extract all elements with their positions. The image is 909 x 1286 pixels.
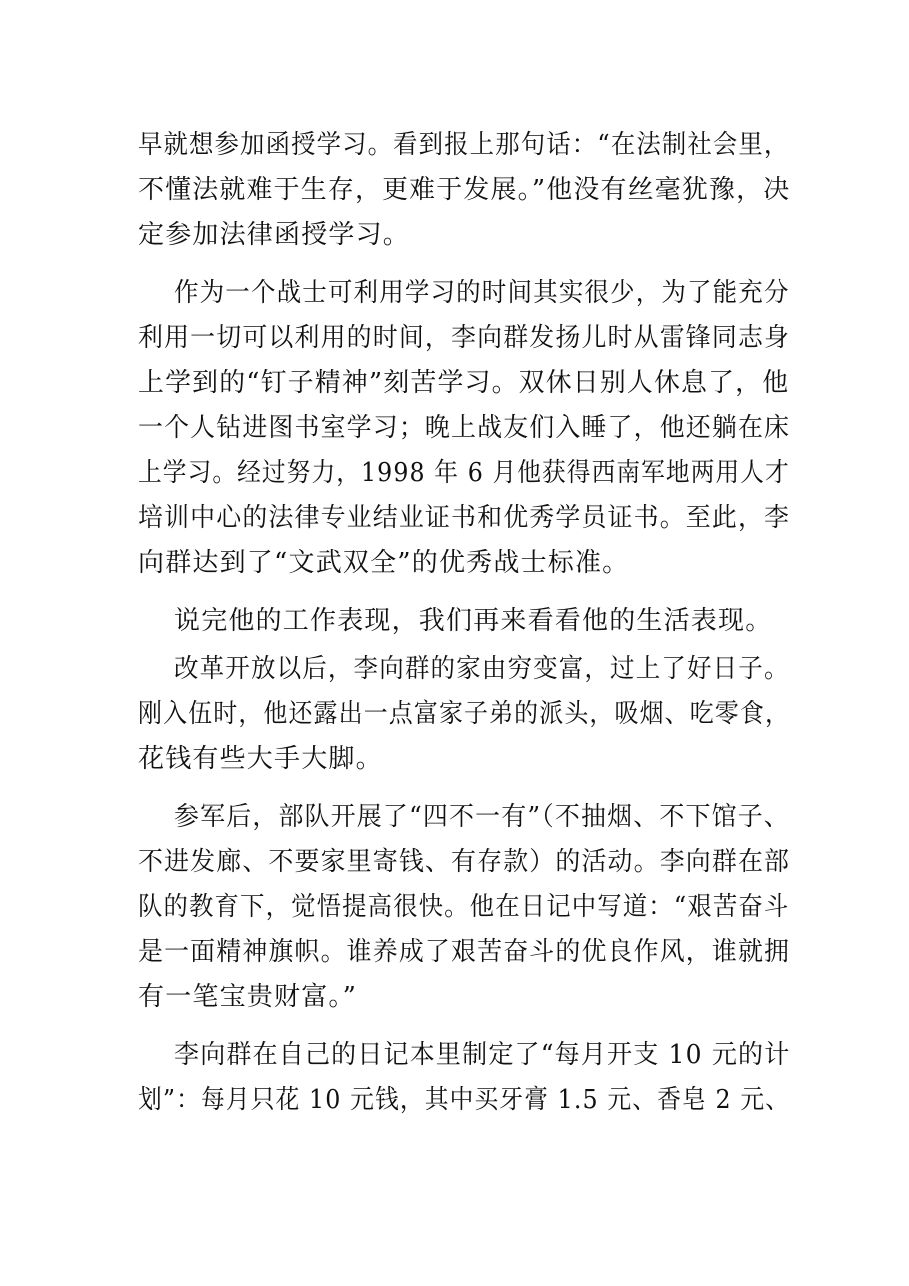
paragraph-first-line: 说完他的工作表现，我们再来看看他的生活表现。 [174,606,773,636]
text-line: 上学到的“钉子精神”刻苦学习。双休日别人休息了，他 [138,368,790,398]
text-line: 有一笔宝贵财富。” [138,982,358,1012]
text-line: 刚入伍时，他还露出一点富家子弟的派头，吸烟、吃零食， [138,699,791,729]
text-line: 定参加法律函授学习。 [138,220,411,250]
text-line: 一个人钻进图书室学习；晚上战友们入睡了，他还躺在床 [138,413,791,443]
paragraph-first-line: 改革开放以后，李向群的家由穷变富，过上了好日子。 [174,654,790,684]
text-line: 向群达到了“文武双全”的优秀战士标准。 [138,548,630,578]
text-line: 不懂法就难于生存，更难于发展。”他没有丝毫犹豫，决 [138,175,791,205]
paragraph-first-line: 参军后，部队开展了“四不一有”（不抽烟、不下馆子、 [174,802,790,832]
text-line: 是一面精神旗帜。谁养成了艰苦奋斗的优良作风，谁就拥 [138,937,791,967]
text-line: 利用一切可以利用的时间，李向群发扬儿时从雷锋同志身 [138,323,791,353]
paragraph-first-line: 作为一个战士可利用学习的时间其实很少，为了能充分 [174,278,790,308]
text-line: 上学习。经过努力，1998 年 6 月他获得西南军地两用人才 [138,458,790,488]
text-line: 不进发廊、不要家里寄钱、有存款）的活动。李向群在部 [138,847,791,877]
text-line: 早就想参加函授学习。看到报上那句话：“在法制社会里， [138,130,790,160]
text-line: 划”：每月只花 10 元钱，其中买牙膏 1.5 元、香皂 2 元、 [138,1085,791,1115]
paragraph-first-line: 李向群在自己的日记本里制定了“每月开支 10 元的计 [174,1040,791,1070]
text-line: 花钱有些大手大脚。 [138,744,383,774]
text-line: 培训中心的法律专业结业证书和优秀学员证书。至此，李 [138,503,791,533]
text-line: 队的教育下，觉悟提高很快。他在日记中写道：“艰苦奋斗 [138,892,790,922]
